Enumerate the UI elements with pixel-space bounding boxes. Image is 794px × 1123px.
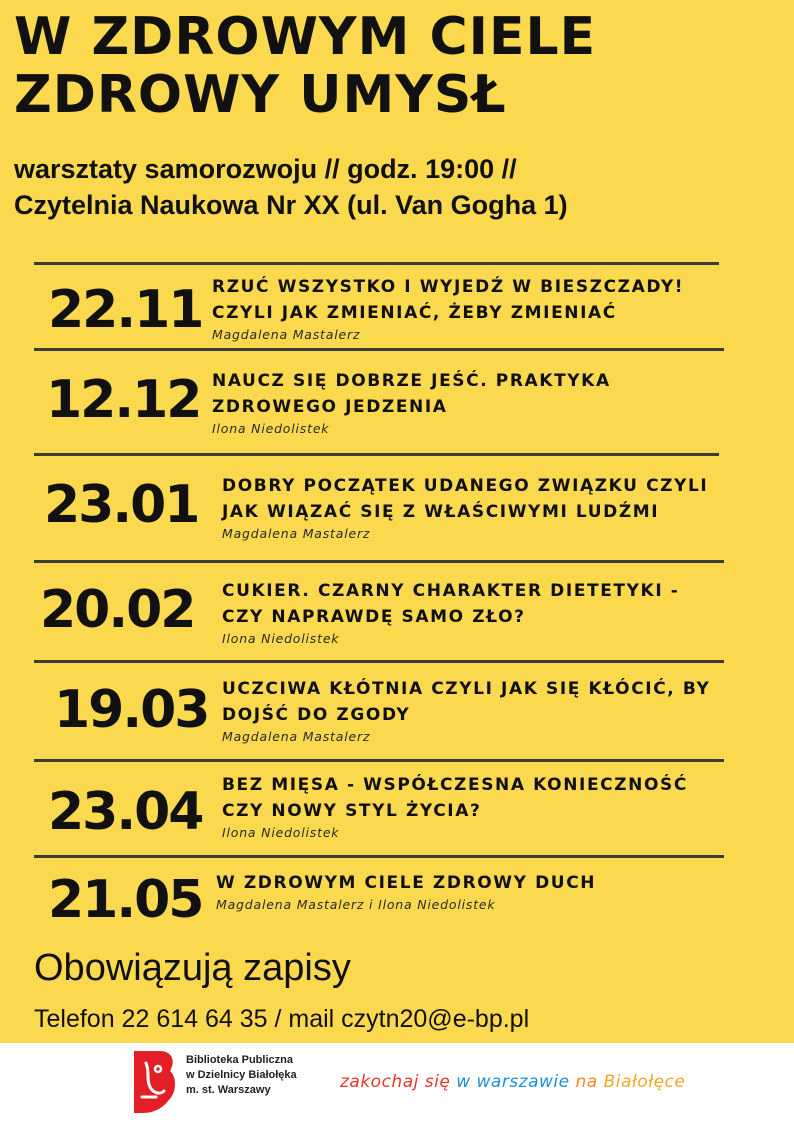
event-date: 23.04 (48, 782, 203, 842)
event-topic-line: CZYLI JAK ZMIENIAĆ, ŻEBY ZMIENIAĆ (212, 303, 617, 323)
slogan-word: warszawie (476, 1072, 576, 1092)
event-info (222, 578, 679, 648)
event-info (222, 772, 688, 842)
event-info (212, 274, 684, 344)
subtitle-line-2: Czytelnia Naukowa Nr XX (ul. Van Gogha 1) (14, 190, 568, 220)
event-topic-line: CZY NAPRAWDĘ SAMO ZŁO? (222, 607, 526, 627)
event-speaker: Ilona Niedolistek (222, 631, 340, 646)
event-topic (222, 473, 708, 525)
event-topic-line: NAUCZ SIĘ DOBRZE JEŚĆ. PRAKTYKA (212, 371, 611, 391)
divider (34, 660, 724, 663)
slogan (340, 1069, 685, 1095)
event-speaker: Magdalena Mastalerz i Ilona Niedolistek (216, 897, 496, 912)
divider (34, 453, 719, 456)
event-topic (222, 578, 679, 630)
event-info (212, 368, 611, 438)
divider (34, 855, 724, 858)
event-date: 19.03 (54, 680, 209, 740)
event-topic-line: RZUĆ WSZYSTKO I WYJEDŹ W BIESZCZADY! (212, 277, 685, 297)
event-date: 20.02 (40, 580, 195, 640)
event-topic-line: JAK WIĄZAĆ SIĘ Z WŁAŚCIWYMI LUDŹMI (222, 502, 660, 522)
event-topic (212, 368, 611, 420)
event-date: 12.12 (46, 370, 201, 430)
event-topic-line: BEZ MIĘSA - WSPÓŁCZESNA KONIECZNOŚĆ (222, 775, 688, 795)
slogan-word: Białołęce (603, 1072, 686, 1092)
title-line-2: ZDROWY UMYSŁ (14, 65, 507, 125)
event-speaker: Magdalena Mastalerz (222, 526, 371, 541)
event-speaker: Ilona Niedolistek (212, 421, 330, 436)
divider (34, 262, 719, 265)
signup-notice: Obowiązują zapisy (34, 947, 351, 989)
event-topic (216, 870, 596, 896)
event-info (222, 676, 710, 746)
event-topic (222, 772, 688, 824)
event-topic-line: UCZCIWA KŁÓTNIA CZYLI JAK SIĘ KŁÓCIĆ, BY (222, 679, 711, 699)
slogan-word: zakochaj się (340, 1072, 457, 1092)
divider (34, 348, 724, 351)
event-topic-line: DOBRY POCZĄTEK UDANEGO ZWIĄZKU CZYLI (222, 476, 709, 496)
library-name-line-1: Biblioteka Publiczna (186, 1054, 293, 1066)
event-topic (222, 676, 710, 728)
event-date: 23.01 (44, 475, 199, 535)
slogan-word: na (575, 1072, 604, 1092)
title-line-1: W ZDROWYM CIELE (14, 7, 597, 67)
event-date: 21.05 (48, 870, 203, 930)
event-topic-line: ZDROWEGO JEDZENIA (212, 397, 448, 417)
footer (0, 1043, 794, 1123)
event-info (216, 870, 596, 914)
event-topic-line: W ZDROWYM CIELE ZDROWY DUCH (216, 873, 597, 893)
event-topic-line: CZY NOWY STYL ŻYCIA? (222, 801, 482, 821)
event-topic-line: CUKIER. CZARNY CHARAKTER DIETETYKI - (222, 581, 680, 601)
event-topic-line: DOJŚĆ DO ZGODY (222, 705, 411, 725)
divider (34, 560, 724, 563)
event-topic (212, 274, 684, 326)
subtitle-line-1: warsztaty samorozwoju // godz. 19:00 // (14, 154, 517, 184)
library-logo-icon (130, 1049, 178, 1115)
event-speaker: Magdalena Mastalerz (212, 327, 361, 342)
event-speaker: Magdalena Mastalerz (222, 729, 371, 744)
slogan-word: w (456, 1072, 477, 1092)
event-info (222, 473, 708, 543)
divider (34, 759, 724, 762)
event-date: 22.11 (48, 280, 203, 340)
library-name-line-3: m. st. Warszawy (186, 1084, 271, 1096)
event-speaker: Ilona Niedolistek (222, 825, 340, 840)
library-name-line-2: w Dzielnicy Białołęka (186, 1069, 297, 1081)
library-name (186, 1053, 297, 1098)
contact-info: Telefon 22 614 64 35 / mail czytn20@e-bp.pl (34, 1005, 530, 1033)
